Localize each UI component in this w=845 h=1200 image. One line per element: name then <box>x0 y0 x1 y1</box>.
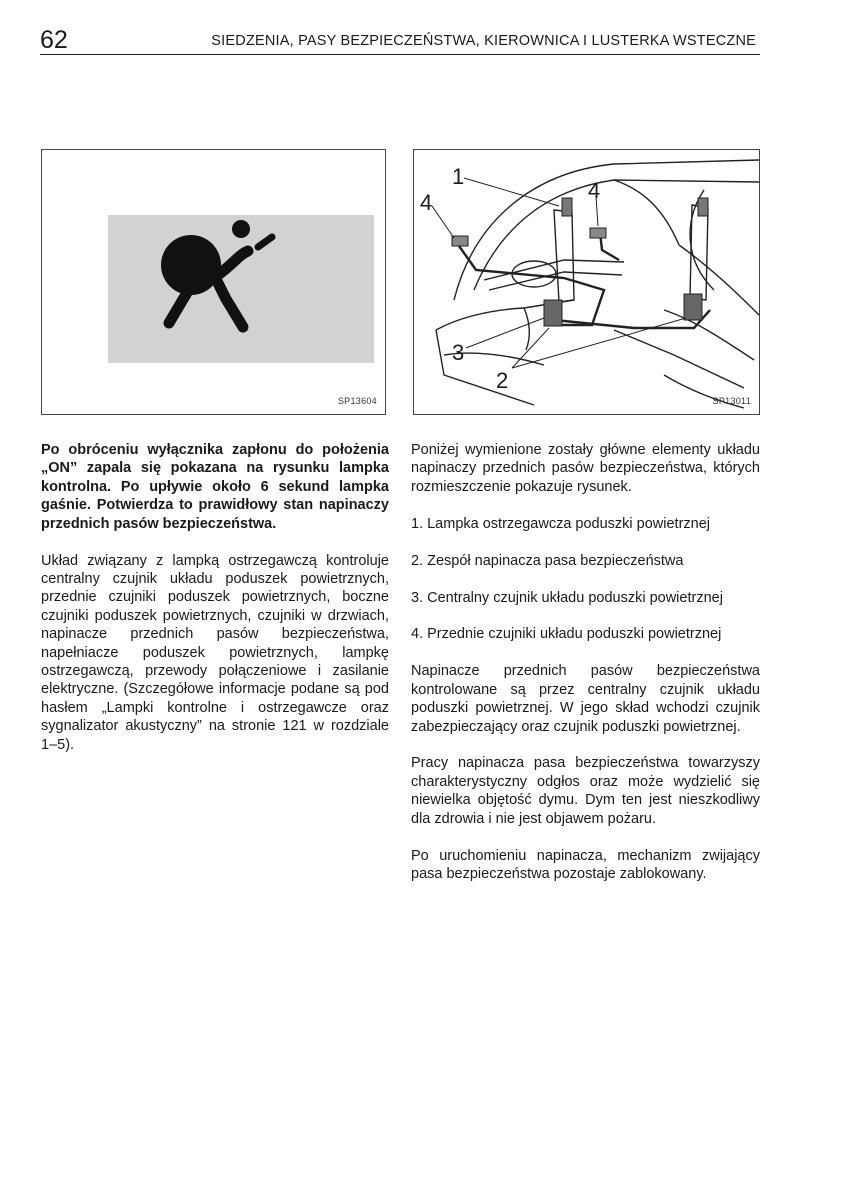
callout-3: 3 <box>452 340 465 365</box>
callout-4-right: 4 <box>588 178 601 203</box>
warning-lamp-panel <box>108 215 374 363</box>
system-description-paragraph: Układ związany z lampką ostrzegawczą kontroluje centralny czujnik układu poduszek powietrznych, przednie czujniki poduszek powietrznych, boczne czujniki poduszek powietrznych, czujniki w drzwiach, napinacze przednich pasów bezpieczeństwa, napełniacze poduszek powietrznych, lampkę ostrzegawczą, przewody połączeniowe i zasilanie elektryczne. (Szczegółowe informacje podane są pod hasłem „Lampki kontrolne i ostrzegawcze oraz sygnalizator akustyczny” na stronie 121 w rozdziale 1–5). <box>41 552 389 753</box>
car-cutaway-diagram <box>414 150 759 414</box>
left-column <box>41 441 389 773</box>
callout-1: 1 <box>452 164 465 189</box>
lock-paragraph: Po uruchomieniu napinacza, mechanizm zwijający pasa bezpieczeństwa pozostaje zablokowany. <box>411 847 760 882</box>
component-item-3: 3. Centralny czujnik układu poduszki powietrznej <box>411 589 723 606</box>
running-title: SIEDZENIA, PASY BEZPIECZEŃSTWA, KIEROWNICA I LUSTERKA WSTECZNE <box>211 33 756 49</box>
components-intro-paragraph: Poniżej wymienione zostały główne elementy układu napinaczy przednich pasów bezpieczeństwa, których rozmieszczenie pokazuje rysunek. <box>411 442 760 495</box>
component-item-4: 4. Przednie czujniki układu poduszki powietrznej <box>411 626 722 643</box>
operation-paragraph: Pracy napinacza pasa bezpieczeństwa towarzyszy charakterystyczny odgłos oraz może wydzielić się niewielka objętość dymu. Dym ten jest nieszkodliwy dla zdrowia i nie jest objawem pożaru. <box>411 755 760 827</box>
page-header <box>40 26 760 55</box>
component-item-1: 1. Lampka ostrzegawcza poduszki powietrznej <box>411 515 711 532</box>
page-number: 62 <box>40 26 68 54</box>
figure-pretensioner-layout <box>413 149 760 415</box>
figure-airbag-warning-lamp <box>41 149 386 415</box>
figure-code: SP13011 <box>712 396 751 406</box>
component-item-2: 2. Zespół napinacza pasa bezpieczeństwa <box>411 552 684 569</box>
callout-2: 2 <box>496 368 509 393</box>
figure-code: SP13604 <box>337 396 377 406</box>
callout-4-left: 4 <box>420 190 433 215</box>
airbag-warning-icon <box>108 215 374 363</box>
control-paragraph: Napinacze przednich pasów bezpieczeństwa kontrolowane są przez centralny czujnik układu poduszki powietrznej. W jego skład wchodzi czujnik zabezpieczający oraz czujnik poduszki powietrznej. <box>411 663 760 735</box>
intro-bold-paragraph: Po obróceniu wyłącznika zapłonu do położenia „ON” zapala się pokazana na rysunku lampka kontrolna. Po upływie około 6 sekund lampka gaśnie. Potwierdza to prawidłowy stan napinaczy przednich pasów bezpieczeństwa. <box>41 442 389 532</box>
right-column <box>411 441 760 902</box>
